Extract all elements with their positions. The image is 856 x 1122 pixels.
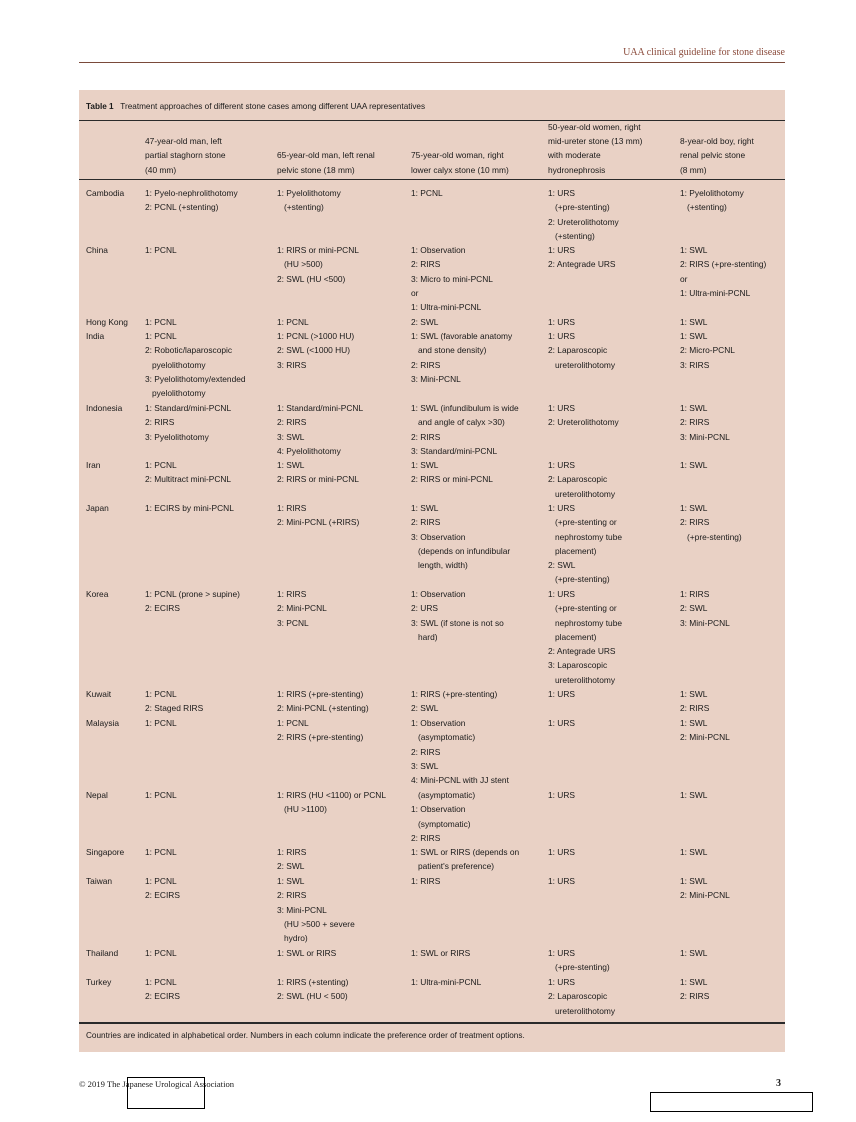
table-caption-text: Treatment approaches of different stone cases among different UAA representatives — [120, 102, 426, 111]
treatment-option: 2: Antegrade URS — [548, 259, 616, 270]
treatment-cell — [411, 874, 545, 888]
treatment-cell — [277, 501, 407, 530]
country-cell: Thailand — [86, 948, 119, 958]
treatment-cell — [548, 458, 676, 501]
treatment-option: 3: SWL — [411, 760, 439, 771]
country-cell: Korea — [86, 589, 109, 599]
treatment-cell — [680, 401, 784, 444]
treatment-option: 3: PCNL — [277, 617, 309, 628]
treatment-option: 1: RIRS — [680, 589, 710, 599]
treatment-option: 1: RIRS (+pre-stenting) — [411, 689, 498, 699]
treatment-cell — [145, 315, 273, 329]
treatment-cell — [548, 975, 676, 1018]
treatment-option: 3: Micro to mini-PCNL — [411, 273, 493, 284]
treatment-option: 1: PCNL — [145, 689, 177, 699]
treatment-cell — [145, 946, 273, 960]
treatment-option: 1: SWL — [680, 790, 708, 800]
treatment-cell — [680, 716, 784, 745]
treatment-cell — [145, 788, 273, 802]
treatment-option: 1: SWL — [411, 460, 439, 470]
treatment-option: (depends on infundibular — [411, 545, 511, 556]
treatment-cell — [548, 329, 676, 372]
country-cell: Turkey — [86, 977, 112, 987]
treatment-cell — [680, 788, 784, 802]
treatment-option: 4: Mini-PCNL with JJ stent — [411, 775, 509, 786]
treatment-option: ureterolithotomy — [548, 1005, 616, 1016]
treatment-cell — [277, 716, 407, 745]
treatment-option: 1: URS — [548, 245, 575, 255]
treatment-option: 1: SWL — [680, 948, 708, 958]
treatment-option: 1: RIRS (+stenting) — [277, 977, 349, 987]
header-rule — [79, 62, 785, 63]
country-cell: Malaysia — [86, 718, 120, 728]
treatment-cell — [411, 501, 545, 572]
column-header-line: 8-year-old boy, right — [680, 136, 754, 147]
country-cell: China — [86, 245, 108, 255]
treatment-option: 1: RIRS (+pre-stenting) — [277, 689, 364, 699]
treatment-option: 2: RIRS — [411, 517, 441, 528]
treatment-option: 2: ECIRS — [145, 890, 180, 901]
treatment-option: 1: URS — [548, 689, 575, 699]
treatment-option: 3: RIRS — [680, 359, 710, 370]
country-cell: Hong Kong — [86, 317, 128, 327]
treatment-option: 2: RIRS (+pre-stenting) — [680, 259, 767, 270]
treatment-option: 2: RIRS (+pre-stenting) — [277, 732, 364, 743]
treatment-cell — [680, 315, 784, 329]
treatment-option: 1: SWL or RIRS — [411, 948, 471, 958]
treatment-option: nephrostomy tube — [548, 617, 623, 628]
treatment-cell — [680, 975, 784, 1004]
treatment-option: (+pre-stenting) — [548, 202, 610, 213]
treatment-option: 1: PCNL (prone > supine) — [145, 589, 240, 599]
treatment-option: 1: SWL — [680, 876, 708, 886]
treatment-option: (HU >500 + severe — [277, 918, 355, 929]
treatment-option: 2: URS — [411, 603, 438, 614]
treatment-cell — [411, 315, 545, 329]
treatment-option: 1: SWL — [680, 245, 708, 255]
treatment-cell — [411, 946, 545, 960]
treatment-cell — [548, 845, 676, 859]
treatment-option: 2: SWL — [411, 317, 439, 327]
treatment-option: 1: PCNL — [145, 847, 177, 857]
treatment-cell — [680, 946, 784, 960]
treatment-option: placement) — [548, 631, 597, 642]
treatment-option: 2: SWL — [411, 703, 439, 714]
treatment-cell — [680, 874, 784, 903]
treatment-option: 1: URS — [548, 460, 575, 470]
treatment-option: 3: SWL (if stone is not so — [411, 617, 504, 628]
treatment-cell — [548, 874, 676, 888]
treatment-option: 2: RIRS — [277, 890, 307, 901]
treatment-option: 1: PCNL — [145, 245, 177, 255]
treatment-cell — [277, 329, 407, 372]
treatment-option: 2: Mini-PCNL (+stenting) — [277, 703, 369, 714]
treatment-option: 1: Observation — [411, 718, 466, 728]
treatment-option: 2: RIRS — [411, 359, 441, 370]
country-cell: Cambodia — [86, 188, 125, 198]
treatment-cell — [548, 315, 676, 329]
treatment-option: 1: RIRS (HU <1100) or PCNL — [277, 790, 386, 800]
column-header — [411, 148, 545, 177]
treatment-option: 1: PCNL — [411, 188, 443, 198]
treatment-option: 2: RIRS or mini-PCNL — [411, 474, 493, 485]
treatment-cell — [277, 186, 407, 215]
treatment-option: 1: RIRS — [277, 847, 307, 857]
treatment-cell — [145, 186, 273, 215]
treatment-option: 2: Laparoscopic — [548, 345, 608, 356]
treatment-cell — [411, 587, 545, 644]
treatment-cell — [411, 186, 545, 200]
treatment-option: 2: Micro-PCNL — [680, 345, 735, 356]
treatment-option: 2: Antegrade URS — [548, 646, 616, 657]
treatment-option: 1: SWL — [680, 689, 708, 699]
treatment-option: 1: PCNL (>1000 HU) — [277, 331, 355, 341]
treatment-cell — [277, 315, 407, 329]
treatment-option: (+stenting) — [680, 202, 727, 213]
treatment-option: 2: RIRS — [680, 991, 710, 1002]
treatment-option: 4: Pyelolithotomy — [277, 445, 341, 456]
treatment-cell — [277, 687, 407, 716]
treatment-option: 1: Ultra-mini-PCNL — [680, 287, 751, 298]
treatment-option: 1: Observation — [411, 804, 466, 815]
column-header-line: 50-year-old women, right — [548, 121, 641, 132]
treatment-option: 1: URS — [548, 188, 575, 198]
treatment-option: 3: Pyelolithotomy — [145, 431, 209, 442]
treatment-cell — [145, 329, 273, 400]
treatment-cell — [680, 587, 784, 630]
header-bottom-rule — [79, 179, 785, 180]
treatment-option: 2: Staged RIRS — [145, 703, 204, 714]
table-bottom-rule — [79, 1022, 785, 1024]
treatment-cell — [548, 501, 676, 587]
treatment-option: 2: SWL (<1000 HU) — [277, 345, 350, 356]
treatment-option: hard) — [411, 631, 438, 642]
treatment-cell — [548, 716, 676, 730]
treatment-option: 2: Mini-PCNL — [680, 732, 730, 743]
treatment-option: 1: Pyelo-nephrolithotomy — [145, 188, 238, 198]
treatment-cell — [680, 687, 784, 716]
treatment-option: 1: SWL — [680, 403, 708, 413]
country-cell: India — [86, 331, 105, 341]
treatment-option: (+stenting) — [548, 230, 595, 241]
treatment-option: placement) — [548, 545, 597, 556]
treatment-option: 2: RIRS — [411, 832, 441, 843]
treatment-option: 1: URS — [548, 876, 575, 886]
treatment-cell — [411, 716, 545, 787]
column-header-line: (8 mm) — [680, 164, 707, 175]
treatment-cell — [145, 458, 273, 487]
treatment-option: 1: URS — [548, 847, 575, 857]
treatment-option: 1: URS — [548, 331, 575, 341]
treatment-option: 2: Mini-PCNL — [277, 603, 327, 614]
treatment-cell — [548, 243, 676, 272]
treatment-option: 1: PCNL — [145, 460, 177, 470]
treatment-option: 1: SWL — [680, 331, 708, 341]
treatment-option: 2: ECIRS — [145, 991, 180, 1002]
treatment-cell — [548, 186, 676, 243]
treatment-cell — [411, 329, 545, 386]
column-header-line: 75-year-old woman, right — [411, 150, 504, 161]
treatment-cell — [145, 975, 273, 1004]
treatment-cell — [145, 401, 273, 444]
treatment-option: 1: PCNL — [145, 331, 177, 341]
treatment-cell — [145, 845, 273, 859]
treatment-option: 1: PCNL — [145, 317, 177, 327]
country-cell: Singapore — [86, 847, 125, 857]
column-header-line: pelvic stone (18 mm) — [277, 164, 355, 175]
column-header-line: lower calyx stone (10 mm) — [411, 164, 509, 175]
treatment-option: 1: RIRS or mini-PCNL — [277, 245, 359, 255]
table-label: Table 1 — [86, 102, 114, 111]
treatment-option: 1: SWL or RIRS — [277, 948, 337, 958]
treatment-option: 2: RIRS — [680, 517, 710, 528]
treatment-cell — [548, 788, 676, 802]
treatment-cell — [145, 243, 273, 257]
treatment-cell — [145, 501, 273, 515]
treatment-option: 1: URS — [548, 977, 575, 987]
treatment-option: (+stenting) — [277, 202, 324, 213]
column-header — [548, 120, 676, 177]
treatment-option: 1: PCNL — [145, 718, 177, 728]
country-cell: Japan — [86, 503, 109, 513]
treatment-option: 1: SWL — [277, 876, 305, 886]
page-number: 3 — [776, 1078, 781, 1089]
treatment-cell — [411, 975, 545, 989]
treatment-option: 2: Ureterolithotomy — [548, 417, 619, 428]
column-header-line: renal pelvic stone — [680, 150, 746, 161]
treatment-cell — [277, 401, 407, 458]
column-header-line: (40 mm) — [145, 164, 177, 175]
treatment-option: 2: Laparoscopic — [548, 474, 608, 485]
treatment-option: (+pre-stenting) — [680, 531, 742, 542]
treatment-option: ureterolithotomy — [548, 674, 616, 685]
treatment-option: 2: PCNL (+stenting) — [145, 202, 219, 213]
column-header — [277, 148, 407, 177]
treatment-option: 2: SWL (HU <500) — [277, 273, 346, 284]
treatment-option: 3: Mini-PCNL — [680, 431, 730, 442]
table-caption — [86, 102, 425, 111]
treatment-option: (HU >1100) — [277, 804, 327, 815]
column-header-line: mid-ureter stone (13 mm) — [548, 136, 643, 147]
treatment-cell — [277, 243, 407, 286]
treatment-option: 1: RIRS — [411, 876, 441, 886]
treatment-option: 1: URS — [548, 948, 575, 958]
table-panel — [79, 90, 785, 1052]
treatment-cell — [411, 845, 545, 874]
treatment-option: 1: PCNL — [145, 790, 177, 800]
treatment-option: or — [680, 273, 688, 284]
treatment-option: (+pre-stenting or — [548, 603, 617, 614]
treatment-option: 1: SWL or RIRS (depends on — [411, 847, 520, 857]
treatment-option: 1: SWL — [680, 460, 708, 470]
treatment-option: 1: Observation — [411, 245, 466, 255]
treatment-cell — [680, 501, 784, 544]
treatment-option: 1: SWL (favorable anatomy — [411, 331, 513, 341]
treatment-cell — [277, 845, 407, 874]
treatment-cell — [145, 874, 273, 903]
treatment-cell — [277, 975, 407, 1004]
treatment-option: (HU >500) — [277, 259, 323, 270]
treatment-option: 1: SWL (infundibulum is wide — [411, 403, 519, 413]
treatment-option: hydro) — [277, 933, 308, 944]
treatment-option: 2: RIRS — [411, 431, 441, 442]
treatment-option: 2: Robotic/laparoscopic — [145, 345, 233, 356]
treatment-option: 3: Mini-PCNL — [277, 904, 327, 915]
treatment-option: 1: RIRS — [277, 503, 307, 513]
treatment-option: 1: URS — [548, 589, 575, 599]
treatment-option: 2: RIRS — [680, 703, 710, 714]
column-header — [145, 134, 273, 177]
treatment-option: 2: SWL — [277, 861, 305, 872]
column-header-line: 65-year-old man, left renal — [277, 150, 375, 161]
treatment-cell — [548, 946, 676, 975]
treatment-option: 1: PCNL — [145, 876, 177, 886]
treatment-cell — [411, 458, 545, 487]
treatment-cell — [411, 687, 545, 716]
annotation-box — [127, 1077, 205, 1109]
treatment-option: 1: Pyelolithotomy — [277, 188, 341, 198]
treatment-option: length, width) — [411, 560, 468, 571]
treatment-cell — [411, 788, 545, 845]
treatment-option: and angle of calyx >30) — [411, 417, 505, 428]
treatment-option: pyelolithotomy — [145, 388, 206, 399]
table-top-rule — [79, 120, 785, 121]
treatment-option: 3: Pyelolithotomy/extended — [145, 373, 246, 384]
treatment-cell — [680, 845, 784, 859]
country-cell: Iran — [86, 460, 101, 470]
treatment-cell — [680, 186, 784, 215]
treatment-option: 2: RIRS — [411, 259, 441, 270]
treatment-option: 3: Mini-PCNL — [411, 373, 461, 384]
treatment-option: 1: SWL — [680, 977, 708, 987]
treatment-cell — [277, 946, 407, 960]
treatment-cell — [145, 716, 273, 730]
treatment-cell — [277, 788, 407, 817]
treatment-option: (+pre-stenting or — [548, 517, 617, 528]
treatment-option: pyelolithotomy — [145, 359, 206, 370]
treatment-option: 1: URS — [548, 503, 575, 513]
treatment-option: 3: Laparoscopic — [548, 660, 608, 671]
treatment-option: 1: SWL — [680, 718, 708, 728]
treatment-option: 2: Mini-PCNL — [680, 890, 730, 901]
treatment-option: 1: SWL — [277, 460, 305, 470]
treatment-option: 2: SWL — [548, 560, 576, 571]
treatment-option: 3: Observation — [411, 531, 466, 542]
country-cell: Nepal — [86, 790, 108, 800]
treatment-cell — [145, 687, 273, 716]
treatment-option: or — [411, 287, 419, 298]
treatment-option: 1: Ultra-mini-PCNL — [411, 977, 482, 987]
treatment-option: 1: RIRS — [277, 589, 307, 599]
treatment-option: 1: PCNL — [145, 977, 177, 987]
treatment-cell — [411, 401, 545, 458]
treatment-cell — [548, 587, 676, 687]
treatment-option: 1: Standard/mini-PCNL — [277, 403, 364, 413]
treatment-cell — [145, 587, 273, 616]
treatment-option: 1: Pyelolithotomy — [680, 188, 744, 198]
treatment-option: 1: SWL — [680, 503, 708, 513]
column-header — [680, 134, 784, 177]
treatment-option: 1: PCNL — [145, 948, 177, 958]
treatment-option: 2: Laparoscopic — [548, 991, 608, 1002]
treatment-option: (+pre-stenting) — [548, 962, 610, 973]
treatment-option: 1: URS — [548, 790, 575, 800]
annotation-box — [650, 1092, 813, 1112]
country-cell: Taiwan — [86, 876, 113, 886]
treatment-option: 1: URS — [548, 317, 575, 327]
treatment-cell — [277, 874, 407, 945]
treatment-option: 1: SWL — [680, 847, 708, 857]
treatment-cell — [680, 243, 784, 300]
treatment-option: 2: RIRS — [277, 417, 307, 428]
treatment-option: 2: ECIRS — [145, 603, 180, 614]
treatment-option: 2: RIRS — [680, 417, 710, 428]
treatment-option: 2: Mini-PCNL (+RIRS) — [277, 517, 360, 528]
column-header-line: hydronephrosis — [548, 164, 606, 175]
running-head: UAA clinical guideline for stone disease — [623, 47, 785, 58]
treatment-cell — [548, 687, 676, 701]
treatment-option: 3: Standard/mini-PCNL — [411, 445, 498, 456]
treatment-option: 1: Ultra-mini-PCNL — [411, 302, 482, 313]
treatment-option: 3: SWL — [277, 431, 305, 442]
treatment-option: 2: SWL (HU < 500) — [277, 991, 348, 1002]
treatment-option: 1: SWL — [680, 317, 708, 327]
treatment-option: 1: PCNL — [277, 317, 309, 327]
treatment-option: ureterolithotomy — [548, 359, 616, 370]
treatment-option: (+pre-stenting) — [548, 574, 610, 585]
treatment-option: 1: Observation — [411, 589, 466, 599]
treatment-option: 2: RIRS — [145, 417, 175, 428]
treatment-option: nephrostomy tube — [548, 531, 623, 542]
treatment-option: 1: URS — [548, 718, 575, 728]
column-header-line: with moderate — [548, 150, 601, 161]
treatment-option: (asymptomatic) — [411, 790, 476, 800]
column-header-line: 47-year-old man, left — [145, 136, 222, 147]
treatment-option: and stone density) — [411, 345, 487, 356]
treatment-option: 1: ECIRS by mini-PCNL — [145, 503, 234, 513]
treatment-option: 2: RIRS — [411, 746, 441, 757]
copyright: © 2019 The Japanese Urological Association — [79, 1079, 235, 1089]
country-cell: Indonesia — [86, 403, 123, 413]
treatment-option: patient's preference) — [411, 861, 495, 872]
treatment-cell — [680, 458, 784, 472]
treatment-option: 3: Mini-PCNL — [680, 617, 730, 628]
treatment-cell — [548, 401, 676, 430]
treatment-option: 2: RIRS or mini-PCNL — [277, 474, 359, 485]
treatment-cell — [277, 458, 407, 487]
treatment-option: 2: Ureterolithotomy — [548, 216, 619, 227]
treatment-option: 1: SWL — [411, 503, 439, 513]
treatment-option: 2: SWL — [680, 603, 708, 614]
treatment-option: ureterolithotomy — [548, 488, 616, 499]
treatment-option: 1: Standard/mini-PCNL — [145, 403, 232, 413]
treatment-option: 1: PCNL — [277, 718, 309, 728]
treatment-cell — [411, 243, 545, 314]
treatment-option: 1: URS — [548, 403, 575, 413]
treatment-option: 2: Multitract mini-PCNL — [145, 474, 232, 485]
column-header-line: partial staghorn stone — [145, 150, 226, 161]
treatment-cell — [277, 587, 407, 630]
treatment-option: (symptomatic) — [411, 818, 471, 829]
treatment-cell — [680, 329, 784, 372]
table-footnote: Countries are indicated in alphabetical order. Numbers in each column indicate the preference order of treatment options. — [86, 1031, 525, 1040]
treatment-option: (asymptomatic) — [411, 732, 476, 743]
country-cell: Kuwait — [86, 689, 112, 699]
treatment-option: 3: RIRS — [277, 359, 307, 370]
